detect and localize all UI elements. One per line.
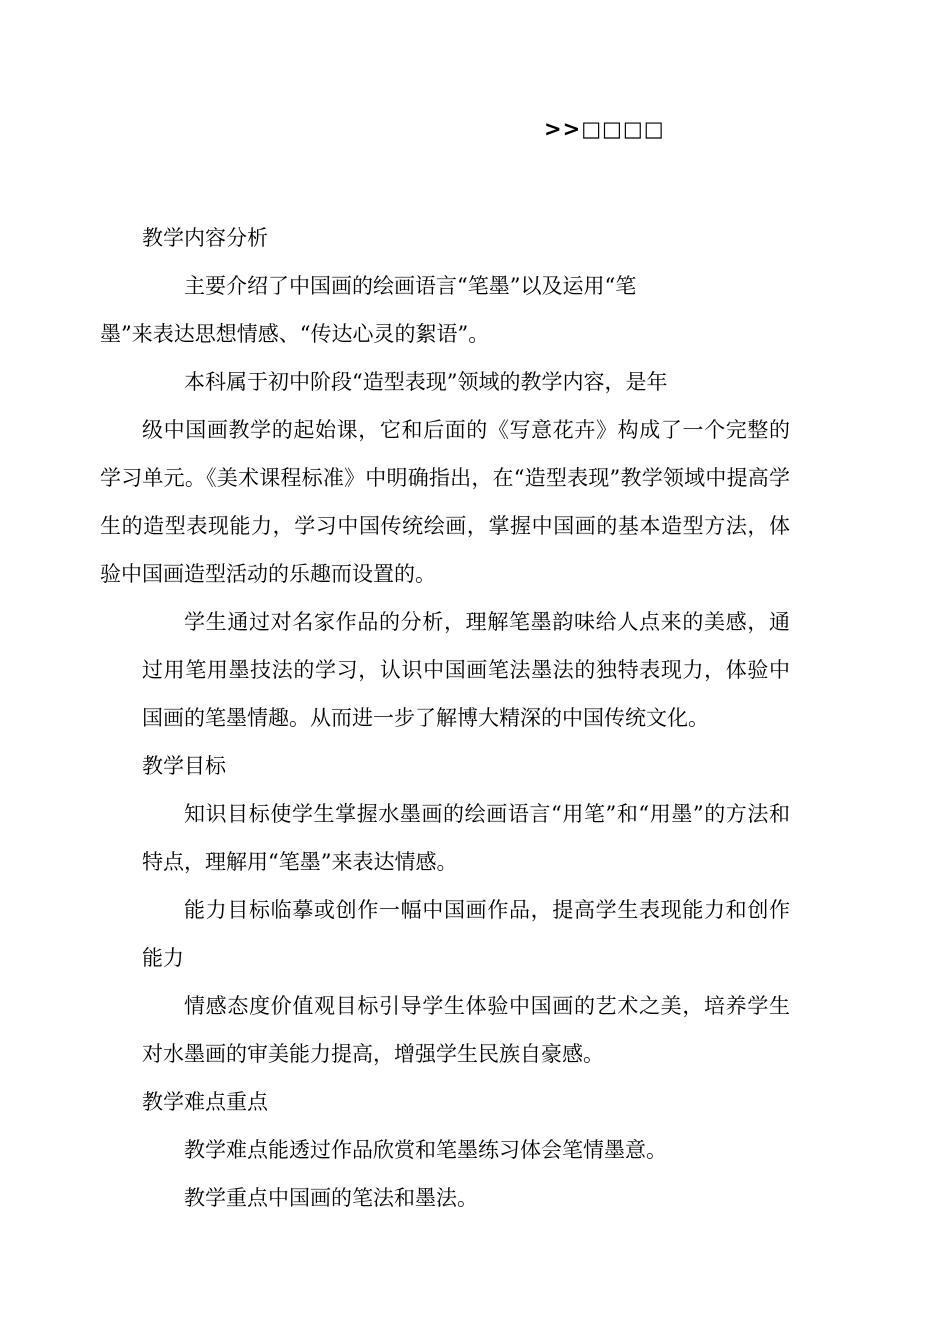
paragraph-text: 教学难点能透过作品欣赏和笔墨练习体会笔情墨意。 (184, 1138, 667, 1162)
section-heading-content-analysis: 教学内容分析 (142, 226, 268, 250)
paragraph (100, 262, 790, 358)
paragraph (142, 982, 790, 1078)
section-heading-key-difficult-points: 教学难点重点 (142, 1090, 268, 1114)
document-body (100, 214, 790, 1222)
paragraph-text: 情感态度价值观目标引导学生体验中国画的艺术之美，培养学生对水墨画的审美能力提高，增强学生民族自豪感。 (142, 994, 790, 1066)
paragraph-text: 教学重点中国画的笔法和墨法。 (184, 1186, 478, 1210)
paragraph-line: 本科属于初中阶段“造型表现”领域的教学内容，是年 (184, 370, 668, 394)
paragraph-line: 级中国画教学的起始课，它和后面的《写意花卉》构成了一个完整的学习单元。《美术课程标准》中明确指出，在“造型表现”教学领域中提高学生的造型表现能力，学习中国传统绘画，掌握中国画的基本造型方法，体验中国画造型活动的乐趣而设置的。 (100, 418, 790, 586)
paragraph (142, 1174, 790, 1222)
header-link[interactable]: >>□□□□ (544, 117, 665, 141)
paragraph (100, 358, 790, 598)
paragraph-line: 墨”来表达思想情感、“传达心灵的絮语”。 (100, 322, 490, 346)
paragraph (142, 1126, 790, 1174)
paragraph-text: 学生通过对名家作品的分析，理解笔墨韵味给人点来的美感，通过用笔用墨技法的学习，认识中国画笔法墨法的独特表现力，体验中国画的笔墨情趣。从而进一步了解博大精深的中国传统文化。 (142, 610, 790, 730)
paragraph-text: 能力目标临摹或创作一幅中国画作品，提高学生表现能力和创作能力 (142, 898, 790, 970)
paragraph (142, 598, 790, 742)
paragraph (142, 790, 790, 886)
paragraph-line: 主要介绍了中国画的绘画语言“笔墨”以及运用“笔 (184, 274, 637, 298)
section-heading-objectives: 教学目标 (142, 754, 226, 778)
paragraph-text: 知识目标使学生掌握水墨画的绘画语言“用笔”和“用墨”的方法和特点，理解用“笔墨”来表达情感。 (142, 802, 790, 874)
paragraph (142, 886, 790, 982)
